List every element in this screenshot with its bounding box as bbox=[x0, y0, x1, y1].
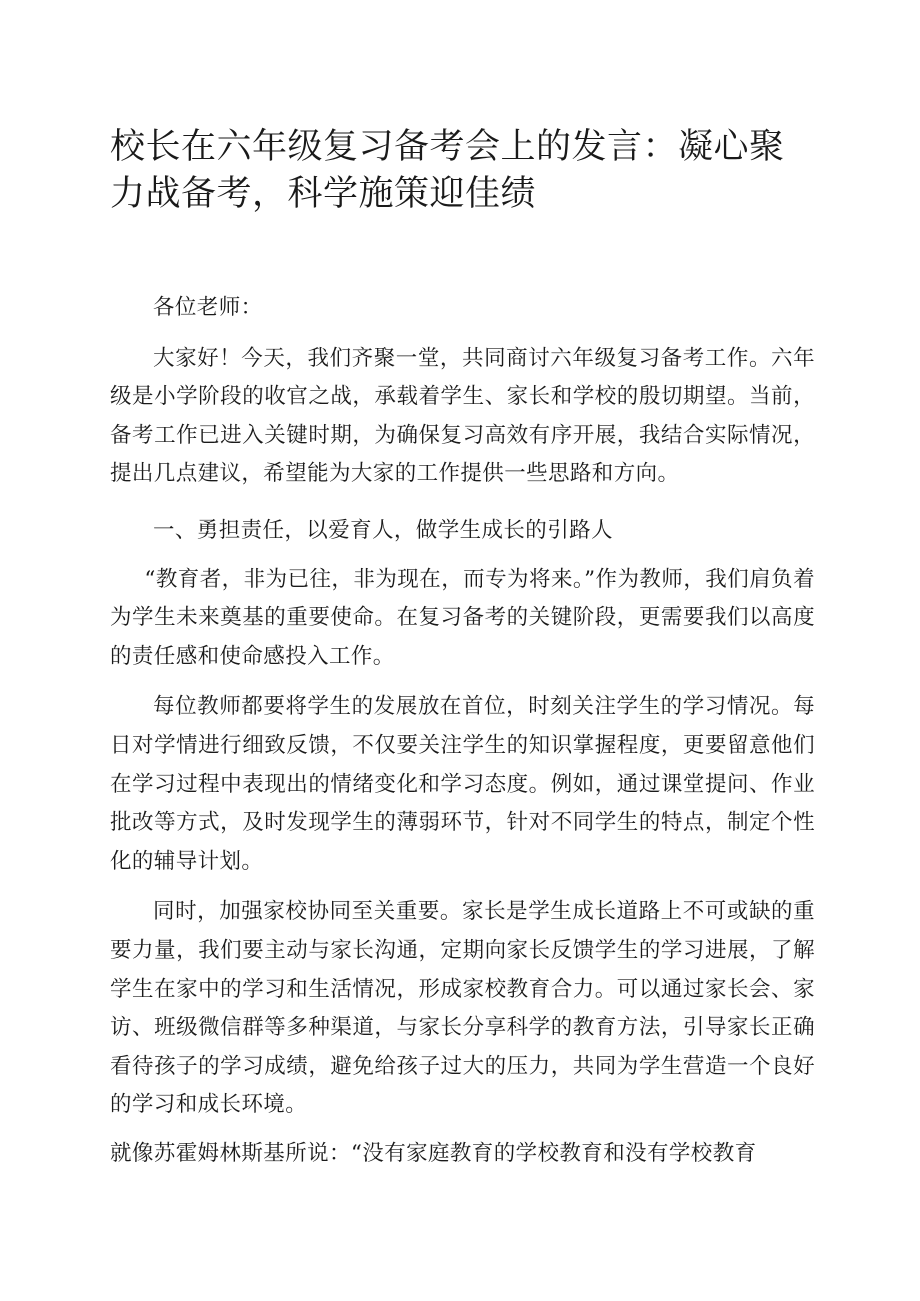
document-title: 校长在六年级复习备考会上的发言：凝心聚力战备考，科学施策迎佳绩 bbox=[110, 127, 785, 214]
paragraph-student-focus: 每位教师都要将学生的发展放在首位，时刻关注学生的学习情况。每日对学情进行细致反馈，不仅要关注学生的知识掌握程度，更要留意他们在学习过程中表现出的情绪变化和学习态度。例如，通过课堂提问、作业批改等方式，及时发现学生的薄弱环节，针对不同学生的特点，制定个性化的辅导计划。 bbox=[110, 694, 815, 874]
document-page bbox=[110, 124, 815, 1173]
document-body bbox=[110, 289, 815, 1173]
paragraph-home-school: 同时，加强家校协同至关重要。家长是学生成长道路上不可或缺的重要力量，我们要主动与家长沟通，定期向家长反馈学生的学习进展，了解学生在家中的学习和生活情况，形成家校教育合力。可以通过家长会、家访、班级微信群等多种渠道，与家长分享科学的教育方法，引导家长正确看待孩子的学习成绩，避免给孩子过大的压力，共同为学生营造一个良好的学习和成长环境。 bbox=[110, 899, 815, 1118]
paragraph-quote: “教育者，非为已往，非为现在，而专为将来。”作为教师，我们肩负着为学生未来奠基的重要使命。在复习备考的关键阶段，更需要我们以高度的责任感和使命感投入工作。 bbox=[110, 566, 815, 669]
section-heading-1: 一、勇担责任，以爱育人，做学生成长的引路人 bbox=[153, 517, 613, 543]
salutation: 各位老师： bbox=[153, 295, 263, 320]
paragraph-sukhomlinsky: 就像苏霍姆林斯基所说：“没有家庭教育的学校教育和没有学校教育 bbox=[110, 1140, 757, 1166]
paragraph-intro: 大家好！今天，我们齐聚一堂，共同商讨六年级复习备考工作。六年级是小学阶段的收官之战，承载着学生、家长和学校的殷切期望。当前，备考工作已进入关键时期，为确保复习高效有序开展，我结合实际情况，提出几点建议，希望能为大家的工作提供一些思路和方向。 bbox=[110, 345, 815, 487]
